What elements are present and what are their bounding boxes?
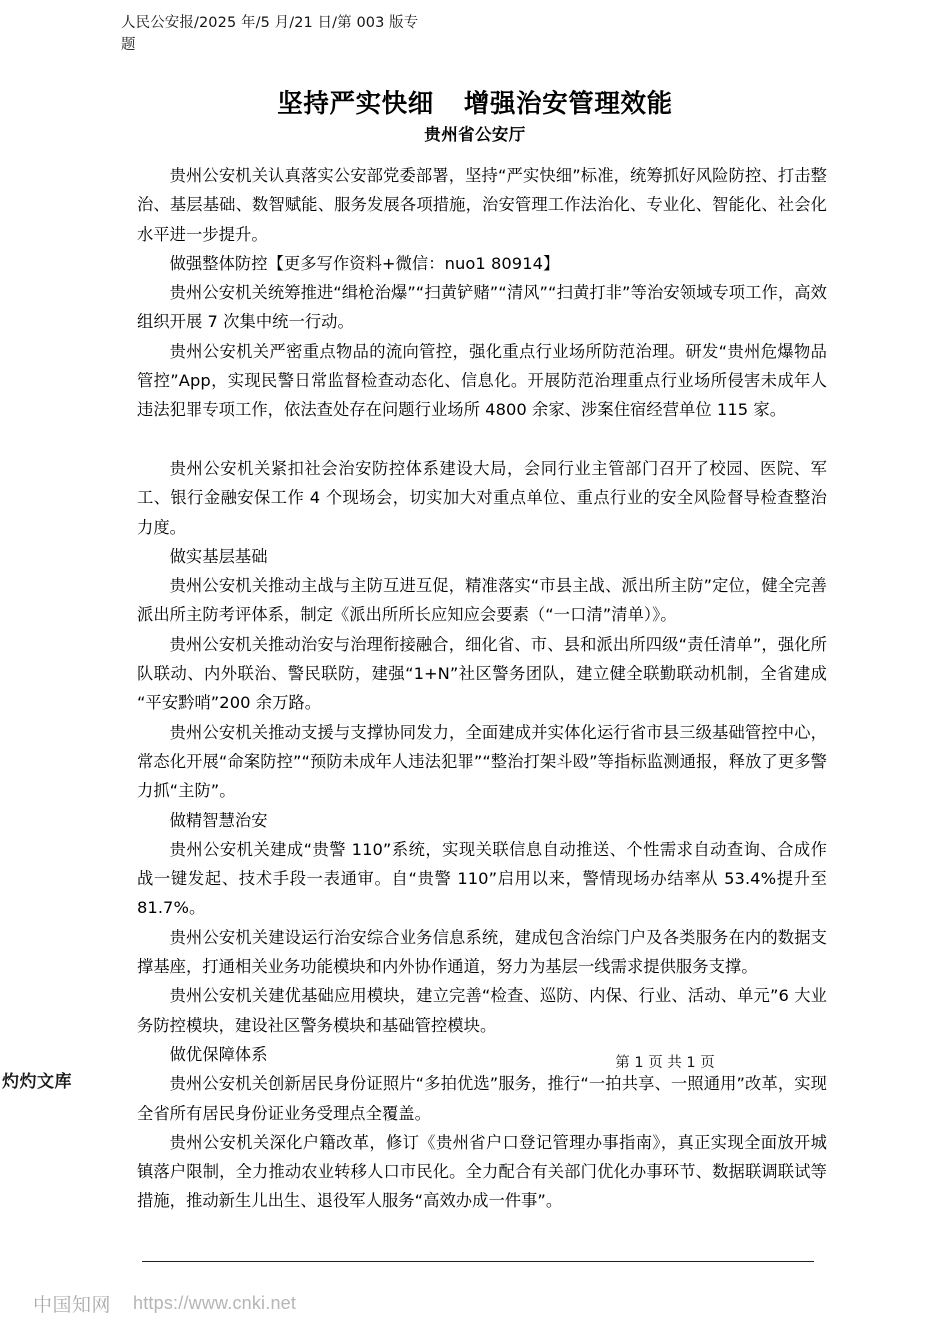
paragraph-para-dangerous-goods: 贵州公安机关严密重点物品的流向管控，强化重点行业场所防范治理。研发“贵州危爆物品管控”App，实现民警日常监督检查动态化、信息化。开展防范治理重点行业场所侵害未成年人违法犯罪专项工作，依法查处存在问题行业场所 4800 余家、涉案住宿经营单位 115 家。 [137, 341, 827, 420]
title-part-one: 坚持严实快细 [277, 89, 434, 119]
page-title [0, 84, 950, 120]
paragraph-para-info-system: 贵州公安机关建设运行治安综合业务信息系统，建成包含治综门户及各类服务在内的数据支撑基座，打通相关业务功能模块和内外协作通道，努力为基层一线需求提供服务支撑。 [137, 927, 827, 977]
cnki-footer [33, 1290, 296, 1317]
paragraph-para-guijing110: 贵州公安机关建成“贵警 110”系统，实现关联信息自动推送、个性需求自动查询、合成作战一键发起、技术手段一表通审。自“贵警 110”启用以来，警情现场办结率从 53.4%提升至 81.7%。 [137, 839, 827, 918]
library-watermark: 灼灼文库 [2, 1072, 72, 1092]
paragraph-section-heading-1: 做强整体防控【更多写作资料+微信：nuo1 80914】 [169, 253, 560, 273]
cnki-url-link[interactable]: https://www.cnki.net [133, 1293, 297, 1313]
paragraph-para-id-photo: 贵州公安机关创新居民身份证照片“多拍优选”服务，推行“一拍共享、一照通用”改革，实现全省所有居民身份证业务受理点全覆盖。 [137, 1074, 827, 1123]
paragraph-para-prevention-system: 贵州公安机关紧扣社会治安防控体系建设大局，会同行业主管部门召开了校园、医院、军工、银行金融安保工作 4 个现场会，切实加大对重点单位、重点行业的安全风险督导检查整治力度。 [137, 458, 827, 537]
paragraph-para-special-ops: 贵州公安机关统筹推进“缉枪治爆”“扫黄铲赌”“清风”“扫黄打非”等治安领域专项工作，高效组织开展 7 次集中统一行动。 [137, 283, 827, 332]
paragraph-para-hukou-reform: 贵州公安机关深化户籍改革，修订《贵州省户口登记管理办事指南》，真正实现全面放开城镇落户限制，全力推动农业转移人口市民化。全力配合有关部门优化办事环节、数据联调联试等措施，推动新生儿出生、退役军人服务“高效办成一件事”。 [137, 1132, 827, 1211]
paragraph-section-heading-2: 做实基层基础 [169, 546, 268, 566]
paragraph-section-heading-4: 做优保障体系 [169, 1044, 268, 1064]
page-number-text: 第 1 页 共 1 页 [615, 1055, 715, 1071]
cnki-brand-logo: 中国知网 [33, 1294, 112, 1316]
paragraph-para-modules: 贵州公安机关建优基础应用模块，建立完善“检查、巡防、内保、行业、活动、单元”6 大业务防控模块，建设社区警务模块和基础管控模块。 [137, 986, 827, 1035]
source-citation-line: 人民公安报/2025 年/5 月/21 日/第 003 版专题 [121, 15, 419, 53]
title-part-two: 增强治安管理效能 [463, 89, 673, 119]
paragraph-para-police-station: 贵州公安机关推动主战与主防互进互促，精准落实“市县主战、派出所主防”定位，健全完善派出所主防考评体系，制定《派出所所长应知应会要素（“一口清”清单）》。 [137, 576, 827, 625]
paragraph-para-support-center: 贵州公安机关推动支援与支撑协同发力，全面建成并实体化运行省市县三级基础管控中心，常态化开展“命案防控”“预防未成年人违法犯罪”“整治打架斗殴”等指标监测通报，释放了更多警力抓“主防”。 [137, 722, 827, 801]
paragraph-section-heading-3: 做精智慧治安 [169, 810, 268, 830]
paragraph-intro: 贵州公安机关认真落实公安部党委部署，坚持“严实快细”标准，统筹抓好风险防控、打击整治、基层基础、数智赋能、服务发展各项措施，治安管理工作法治化、专业化、智能化、社会化水平进一步提升。 [137, 166, 827, 244]
footer-divider [142, 1261, 814, 1262]
page-number-footer [0, 1051, 950, 1072]
paragraph-para-responsibility-list: 贵州公安机关推动治安与治理衔接融合，细化省、市、县和派出所四级“责任清单”，强化所队联动、内外联治、警民联防，建强“1+N”社区警务团队，建立健全联勤联动机制，全省建成“平安黔哨”200 余万路。 [137, 634, 827, 713]
document-byline: 贵州省公安厅 [424, 125, 526, 144]
